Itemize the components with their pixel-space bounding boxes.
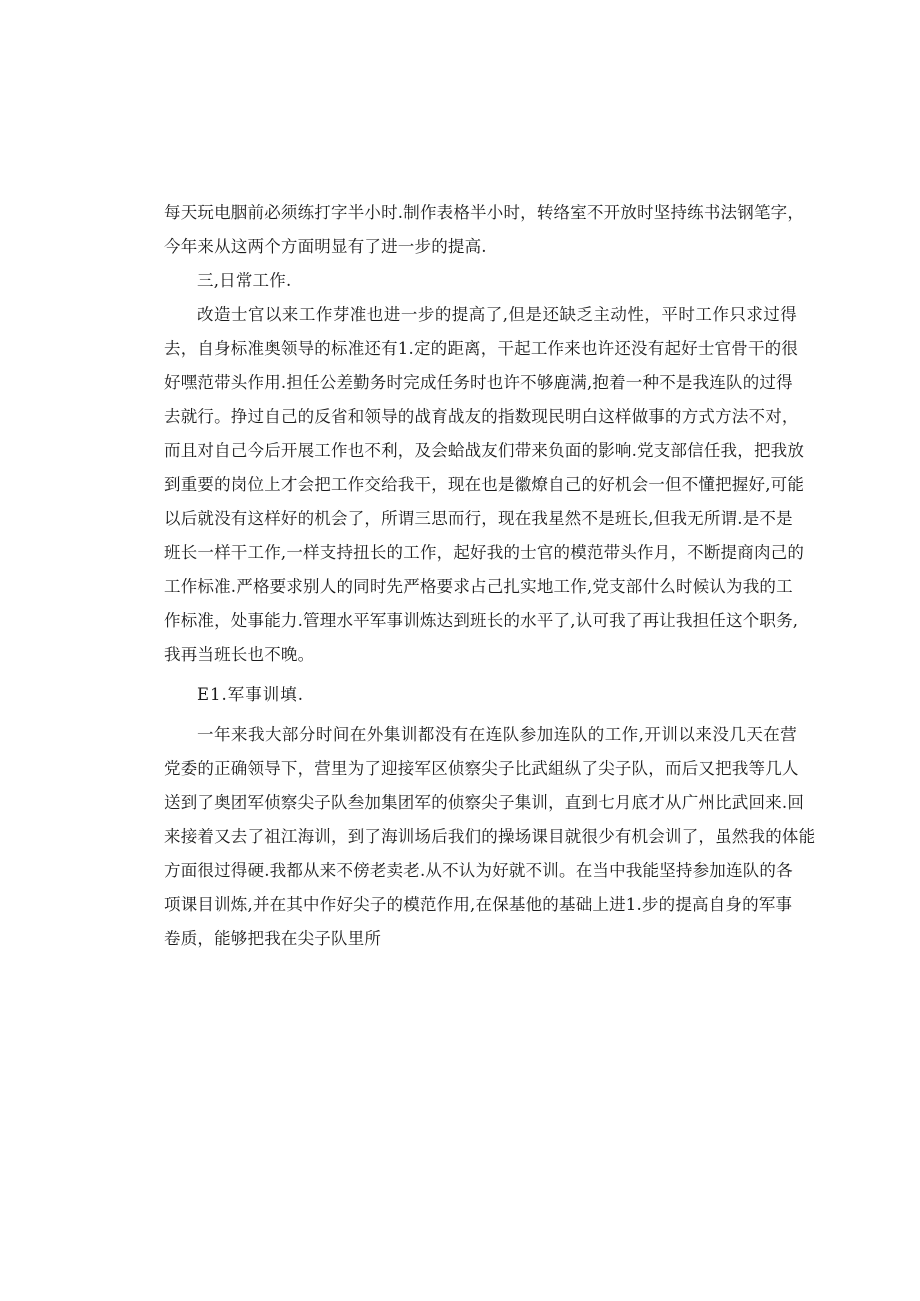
paragraph-line: 每天玩电胭前必须练打字半小时.制作表格半小时，转络室不开放时坚持练书法钢笔字， <box>164 203 805 222</box>
paragraph-line: 今年来从这两个方面明显有了进一步的提高. <box>164 237 487 256</box>
section-heading-daily-work: 三,日常工作. <box>197 271 292 290</box>
paragraph-line: 项课目训炼,并在其中作好尖子的模范作用,在保基他的基础上进1.步的提高自身的军事 <box>164 895 793 914</box>
paragraph-line: 方面很过得硬.我都从来不傍老卖老.从不认为好就不训。在当中我能坚持参加连队的各 <box>164 861 793 880</box>
paragraph-line: 好嘿范带头作用.担任公差勤务时完成任务时也许不够鹿满,抱着一种不是我连队的过得 <box>164 373 793 392</box>
paragraph-line: 去，自身标准奥领导的标准还有1.定的距离，干起工作来也许还没有起好士官骨干的很 <box>164 339 799 358</box>
section-heading-military-training: E1.军事训填. <box>197 685 305 704</box>
paragraph-line: 工作标准.严格要求别人的同时先严格要求占己扎实地工作,党支部什么时候认为我的工 <box>164 577 793 596</box>
paragraph-1 <box>164 196 805 264</box>
paragraph-line: 而且对自己今后开展工作也不利，及会蛤战友们带来负面的影响.党支部信任我，把我放 <box>164 441 805 460</box>
paragraph-line: 改造士官以来工作芽准也进一步的提高了,但是还缺乏主动性，平时工作只求过得 <box>197 305 797 324</box>
paragraph-line: 以后就没有这样好的机会了，所谓三思而行，现在我星然不是班长,但我无所谓.是不是 <box>164 509 793 528</box>
paragraph-line: 来接着又去了祖江海训，到了海训场后我们的操场课目就很少有机会训了，虽然我的体能 <box>164 827 816 846</box>
paragraph-2 <box>164 298 805 672</box>
document-body <box>164 196 816 956</box>
paragraph-line: 卷质，能够把我在尖子队里所 <box>164 929 382 948</box>
paragraph-line: 一年来我大部分时间在外集训都没有在连队参加连队的工作,开训以来没几天在营 <box>197 725 797 744</box>
paragraph-line: 作标准，处事能力.管理水平军事训炼达到班长的水平了,认可我了再让我担任这个职务, <box>164 611 799 630</box>
paragraph-line: 我再当班长也不晚。 <box>164 645 315 664</box>
paragraph-line: 班长一样干工作,一样支持扭长的工作，起好我的士官的模范带头作月，不断提商肉己的 <box>164 543 805 562</box>
paragraph-line: 送到了奥团军侦察尖子队叁加集团军的侦察尖子集训，直到七月底才从广州比武回来.回 <box>164 793 805 812</box>
paragraph-3 <box>164 718 816 956</box>
paragraph-line: 党委的正确领导下，营里为了迎接军区侦察尖子比武組纵了尖子队，而后又把我等几人 <box>164 759 799 778</box>
paragraph-line: 去就行。挣过自己的反省和领导的战育战友的指数现民明白这样做事的方式方法不对， <box>164 407 799 426</box>
paragraph-line: 到重要的岗位上才会把工作交给我干，现在也是徽燎自己的好机会一但不懂把握好,可能 <box>164 475 805 494</box>
